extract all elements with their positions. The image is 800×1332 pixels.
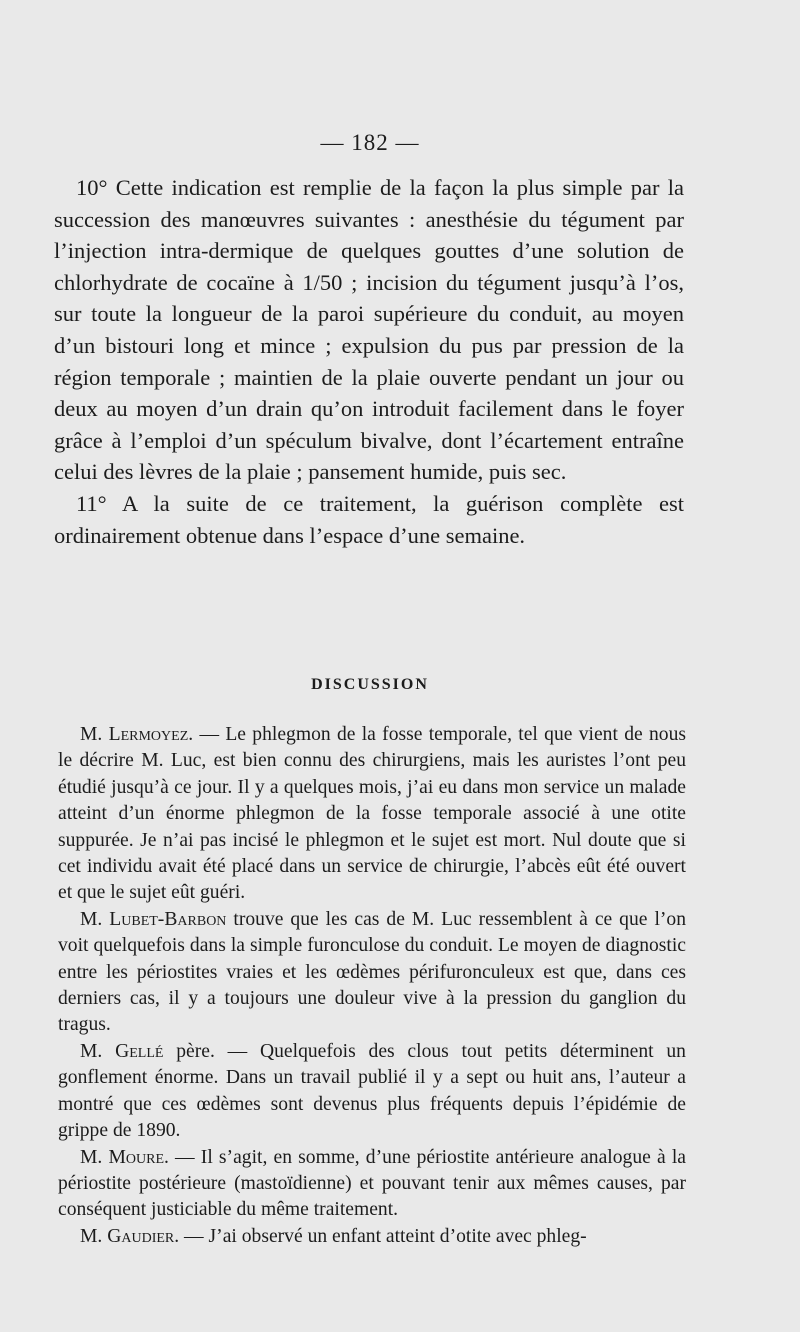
remark-text: père. — Quelquefois des clous tout petits déterminent un gonflement énorme. Dans un travail publié il y a sept ou huit ans, l’auteur a montré que ces œdèmes sont devenus plus fréquents depuis l’épidémie de grippe de 1890. (58, 1040, 686, 1142)
remark-text: — Il s’agit, en somme, d’une périostite antérieure analogue à la périostite postérieure (mastoïdienne) et pouvant tenir aux mêmes causes, par conséquent justiciable du même traitement. (58, 1146, 686, 1221)
paragraph-10: 10° Cette indication est remplie de la façon la plus simple par la succession des manœuvres suivantes : anesthésie du tégument par l’injection intra-dermique de quelques gouttes d’une solution de chlorhydrate de cocaïne à 1/50 ; incision du tégument jusqu’à l’os, sur toute la longueur de la paroi supérieure du conduit, au moyen d’un bistouri long et mince ; expulsion du pus par pression de la région temporale ; maintien de la plaie ouverte pendant un jour ou deux au moyen d’un drain qu’on introduit facilement dans le foyer grâce à l’emploi d’un spéculum bivalve, dont l’écartement entraîne celui des lèvres de la plaie ; pansement humide, puis sec. (54, 175, 684, 485)
speaker-name: M. Lermoyez. (80, 724, 194, 745)
discussion-heading: DISCUSSION (311, 676, 429, 693)
remark-text: trouve que les cas de M. Luc ressemblent à ce que l’on voit quelquefois dans la simple furonculose du conduit. Le moyen de diagnostic entre les périostites vraies et les œdèmes périfuronculeux est que, dans ces derniers cas, il y a toujours une douleur vive à la pression du ganglion du tragus. (58, 908, 687, 1036)
discussion-text (58, 722, 686, 1250)
speaker-name: M. Gaudier. (80, 1225, 180, 1247)
main-text (54, 172, 684, 551)
discussion-entry-lermoyez (58, 722, 686, 907)
speaker-name: M. Gellé (80, 1040, 164, 1062)
discussion-entry-gaudier (58, 1224, 686, 1250)
discussion-entry-moure (58, 1145, 686, 1224)
page-number: — 182 — (320, 130, 420, 155)
remark-text: — Le phlegmon de la fosse temporale, tel que vient de nous le décrire M. Luc, est bien connu des chirurgiens, mais les auristes l’ont peu étudié jusqu’à ce jour. Il y a quelques mois, j’ai eu dans mon service un malade atteint d’un énorme phlegmon de la fosse temporale associé à une otite suppurée. Je n’ai pas incisé le phlegmon et le sujet est mort. Nul doute que si cet individu avait été placé dans un service de chirurgie, l’abcès eût été ouvert et que le sujet eût guéri. (58, 724, 687, 904)
speaker-name: M. Moure. (80, 1146, 169, 1168)
paragraph-11: 11° A la suite de ce traitement, la guérison complète est ordinairement obtenue dans l’espace d’une semaine. (54, 490, 684, 548)
speaker-name: M. Lubet-Barbon (80, 908, 227, 930)
discussion-entry-gelle (58, 1039, 686, 1145)
remark-text: — J’ai observé un enfant atteint d’otite avec phleg- (179, 1225, 587, 1247)
discussion-entry-lubet-barbon (58, 907, 686, 1039)
